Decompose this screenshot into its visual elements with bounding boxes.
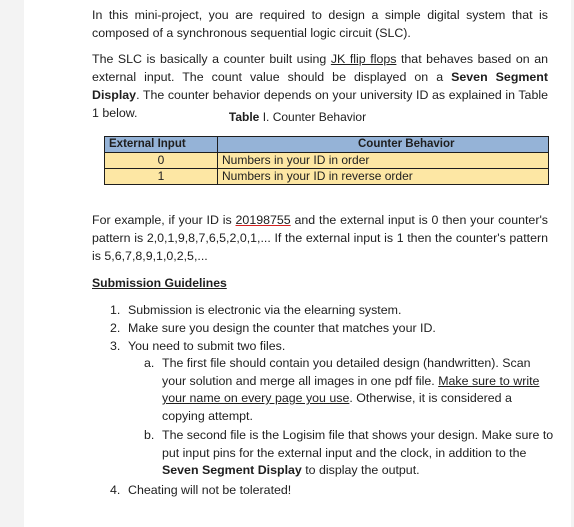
- text-run: that behaves based on an external input. The count value should be displayed on a: [92, 52, 548, 84]
- text-run: and the external input is 0 then your counter's pattern is 2,0,1,9,8,7,6,5,2,0,1,... If the external input is 1 then the counter's pattern is 5,6,7,8,9,1,0,2,5,...: [92, 213, 549, 263]
- example-paragraph: [92, 211, 548, 265]
- list-text: Submission is electronic via the elearning system.: [128, 303, 402, 317]
- example-id: 20198755: [235, 213, 291, 227]
- caption-label: Table: [228, 110, 260, 124]
- text-run: For example, if your ID is: [92, 213, 236, 227]
- list-number: 2.: [110, 321, 121, 335]
- submission-guidelines-heading: Submission Guidelines: [92, 276, 227, 290]
- list-text: You need to submit two files.: [128, 339, 286, 353]
- table-cell-behavior: Numbers in your ID in order: [218, 153, 549, 169]
- counter-behavior-table: [104, 136, 549, 185]
- list-number: 4.: [110, 483, 121, 497]
- table-caption: [24, 110, 571, 124]
- underlined-instruction: Make sure to write your name on every page you use: [162, 373, 540, 405]
- table-cell-input: 0: [105, 153, 218, 169]
- list-text: Cheating will not be tolerated!: [128, 483, 292, 497]
- table-cell-input: 1: [105, 169, 218, 185]
- text-run: to display the output.: [301, 463, 420, 477]
- seven-segment-bold: Seven Segment Display: [92, 70, 548, 102]
- table-header-row: [105, 137, 549, 153]
- text-run: The first file should contain you detailed design (handwritten). Scan your solution and merge all images in one pdf file.: [162, 356, 531, 388]
- jk-flip-flops-link[interactable]: JK flip flops: [330, 52, 397, 66]
- list-text: Make sure you design the counter that matches your ID.: [128, 321, 436, 335]
- text-run: . Otherwise, it is considered a copying attempt.: [162, 391, 512, 423]
- header-counter-behavior: Counter Behavior: [218, 137, 549, 153]
- intro-paragraph: In this mini-project, you are required to design a simple digital system that is composed of a synchronous sequential logic circuit (SLC).: [92, 8, 548, 40]
- header-external-input: External Input: [105, 137, 218, 153]
- list-number: 1.: [110, 303, 121, 317]
- sublist-letter: b.: [144, 428, 155, 442]
- text-run: The second file is the Logisim file that shows your design. Make sure to put input pins for the external input and the clock, in addition to the: [162, 428, 554, 460]
- text-run: The SLC is basically a counter built using: [92, 52, 331, 66]
- caption-text: I. Counter Behavior: [259, 110, 367, 124]
- table-row: [105, 153, 549, 169]
- seven-segment-bold: Seven Segment Display: [162, 463, 302, 477]
- table-row: [105, 169, 549, 185]
- sublist-text: [162, 427, 554, 480]
- list-number: 3.: [110, 339, 121, 353]
- table-cell-behavior: Numbers in your ID in reverse order: [218, 169, 549, 185]
- sublist-text: [162, 355, 554, 425]
- text-run: . The counter behavior depends on your university ID as explained in Table 1 below.: [92, 88, 548, 120]
- sublist-letter: a.: [144, 356, 155, 370]
- document-page: [24, 0, 571, 527]
